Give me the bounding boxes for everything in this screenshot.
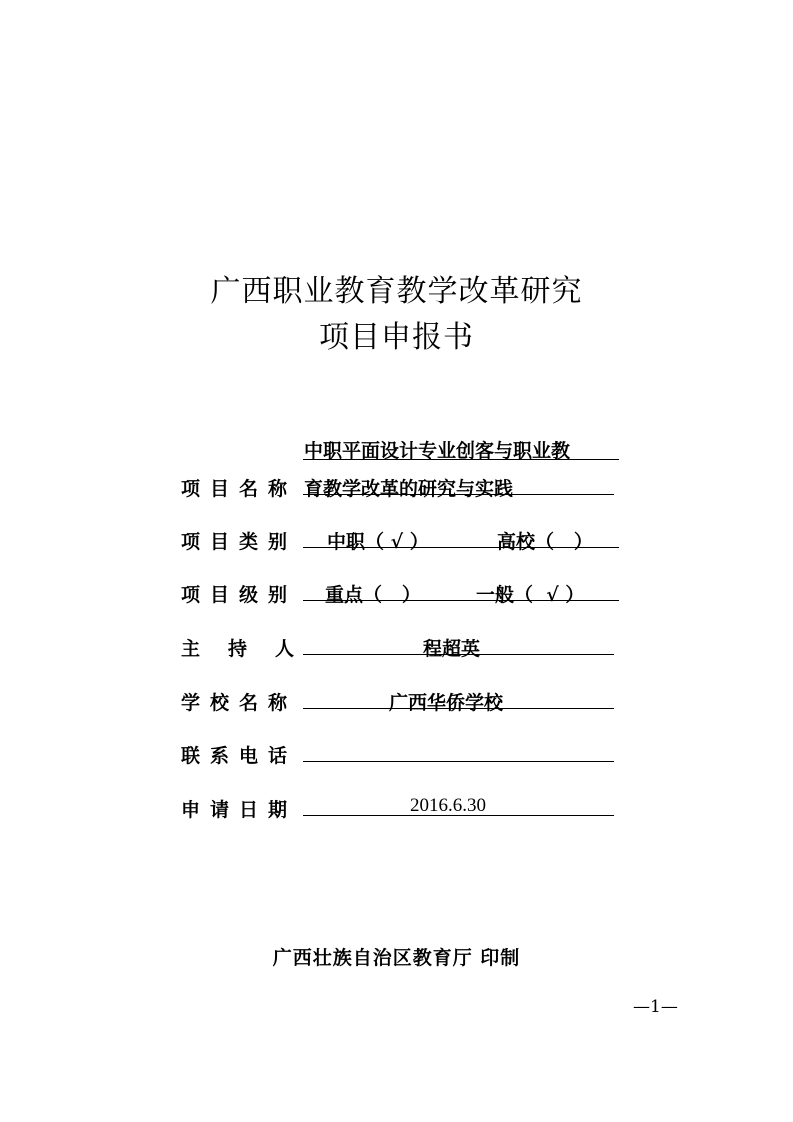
page-number: —1—: [633, 997, 678, 1017]
school-label: 学校名称: [181, 692, 298, 714]
project-level-label: 项目级别: [181, 584, 298, 606]
project-name-underline-2: [303, 494, 614, 495]
document-title-line1: 广西职业教育教学改革研究: [210, 274, 583, 309]
host-value: 程超英: [423, 638, 481, 660]
date-underline: [303, 815, 614, 816]
date-value: 2016.6.30: [410, 795, 486, 816]
project-name-value-line2: 育教学改革的研究与实践: [304, 478, 514, 500]
project-name-value-line1: 中职平面设计专业创客与职业教: [304, 440, 571, 462]
project-category-label: 项目类别: [181, 531, 298, 553]
date-label: 申请日期: [181, 799, 298, 821]
project-level-underline: [303, 600, 619, 601]
phone-underline: [303, 761, 614, 762]
project-level-option-general: 一般（ √ ）: [476, 584, 585, 606]
project-category-option-college: 高校（ ）: [497, 531, 593, 553]
project-level-option-key: 重点（ ）: [325, 584, 421, 606]
project-name-label: 项目名称: [181, 478, 298, 500]
phone-label: 联系电话: [181, 745, 298, 767]
school-value: 广西华侨学校: [389, 692, 504, 714]
project-category-option-vocational: 中职（ √ ）: [327, 531, 429, 553]
host-underline: [303, 654, 614, 655]
project-category-underline: [303, 547, 619, 548]
project-name-underline-1: [303, 459, 619, 460]
document-title-line2: 项目申报书: [319, 320, 474, 355]
host-label: 主持人: [181, 638, 323, 660]
school-underline: [303, 708, 614, 709]
issuer-footer: 广西壮族自治区教育厅 印制: [272, 947, 521, 969]
